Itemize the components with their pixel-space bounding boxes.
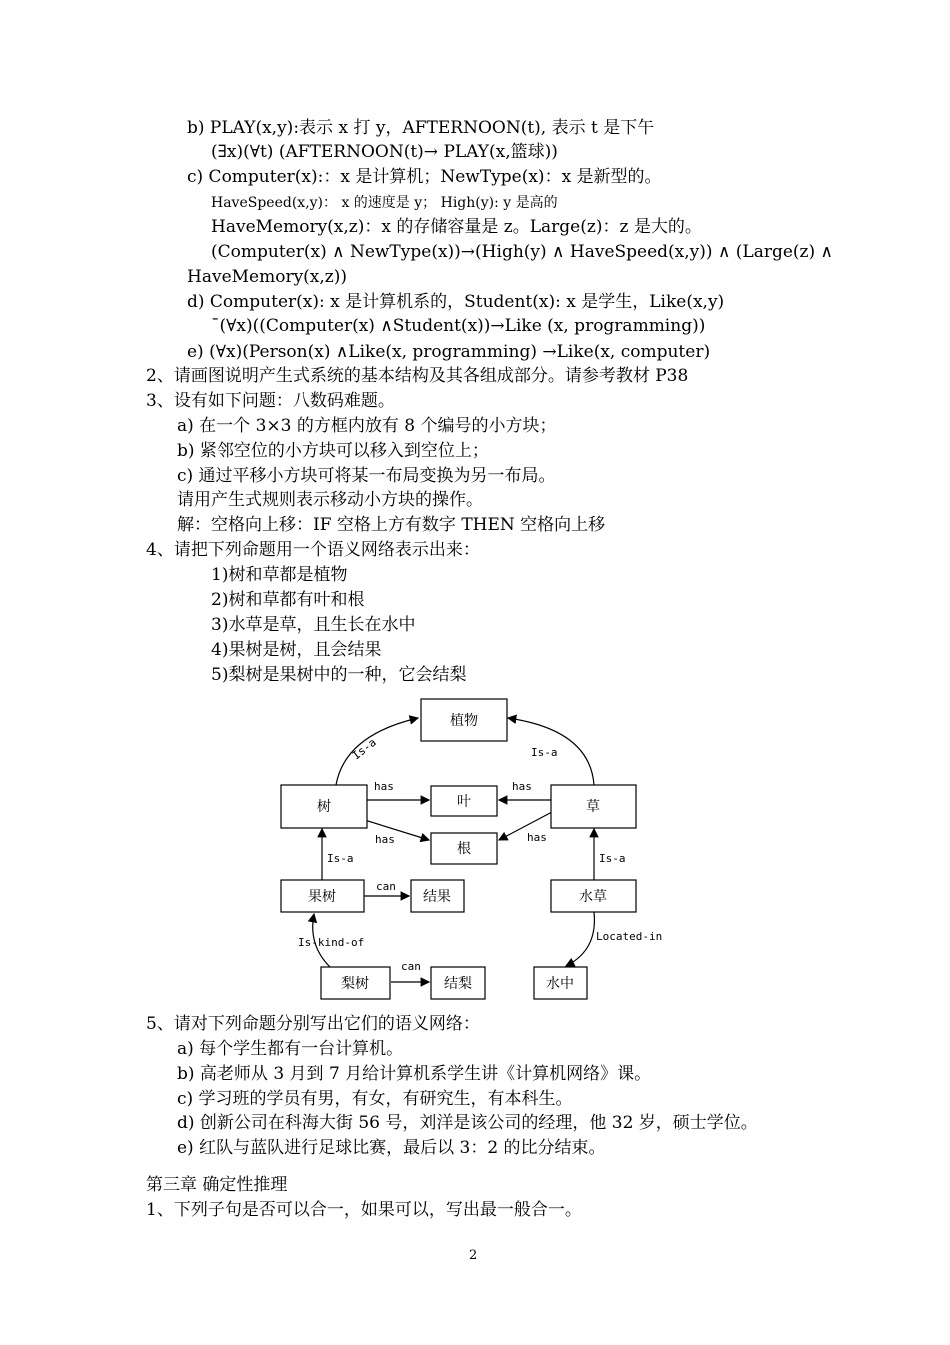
text-line: 4、请把下列命题用一个语义网络表示出来： xyxy=(146,540,480,560)
text-line: 请用产生式规则表示移动小方块的操作。 xyxy=(177,490,483,510)
text-line: b) 紧邻空位的小方块可以移入到空位上； xyxy=(177,441,489,461)
label-can-1: can xyxy=(376,880,396,893)
label-can-2: can xyxy=(401,960,421,973)
text-line: e) (∀x)(Person(x) ∧Like(x, programming) →Like(x, computer) xyxy=(187,342,711,362)
node-plant: 植物 xyxy=(450,713,478,729)
text-line: b) 高老师从 3 月到 7 月给计算机系学生讲《计算机网络》课。 xyxy=(177,1064,652,1084)
text-line: c) 学习班的学员有男，有女，有研究生，有本科生。 xyxy=(177,1089,573,1109)
text-line: HaveSpeed(x,y)： x 的速度是 y； High(y): y 是高的 xyxy=(211,195,558,211)
text-line: d) 创新公司在科海大街 56 号，刘洋是该公司的经理，他 32 岁，硕士学位。 xyxy=(177,1113,758,1133)
node-bear-pear: 结梨 xyxy=(444,976,472,992)
label-isa-grass: Is-a xyxy=(531,746,558,759)
label-kind-of: Is-kind-of xyxy=(298,936,365,949)
node-leaf: 叶 xyxy=(457,794,471,810)
text-line: 2、请画图说明产生式系统的基本结构及其各组成部分。请参考教材 P38 xyxy=(146,366,689,386)
label-isa-tree: Is-a xyxy=(349,735,379,763)
text-line: (Computer(x) ∧ NewType(x))→(High(y) ∧ HaveSpeed(x,y)) ∧ (Large(z) ∧ xyxy=(211,242,833,262)
text-line: 4)果树是树，且会结果 xyxy=(211,640,382,660)
node-grass: 草 xyxy=(586,799,600,815)
label-has-4: has xyxy=(527,831,547,844)
text-line: d) Computer(x): x 是计算机系的，Student(x): x 是学生，Like(x,y) xyxy=(187,292,725,312)
text-line: 3、设有如下问题：八数码难题。 xyxy=(146,391,395,411)
edge-located xyxy=(566,912,594,966)
text-line: HaveMemory(x,z)) xyxy=(187,267,348,287)
semantic-network-diagram xyxy=(260,690,680,1010)
text-line: 解：空格向上移：IF 空格上方有数字 THEN 空格向上移 xyxy=(177,515,606,535)
node-tree: 树 xyxy=(317,799,331,815)
label-has-3: has xyxy=(375,833,395,846)
node-fruit-tree: 果树 xyxy=(308,889,336,905)
text-line: (∃x)(∀t) (AFTERNOON(t)→ PLAY(x,篮球)) xyxy=(211,142,558,162)
text-line: 2)树和草都有叶和根 xyxy=(211,590,365,610)
text-line: e) 红队与蓝队进行足球比赛，最后以 3：2 的比分结束。 xyxy=(177,1138,606,1158)
text-line: a) 在一个 3×3 的方框内放有 8 个编号的小方块； xyxy=(177,416,557,436)
label-has-1: has xyxy=(374,780,394,793)
text-line: c) Computer(x):：x 是计算机；NewType(x)：x 是新型的。 xyxy=(187,167,662,187)
text-line: 1)树和草都是植物 xyxy=(211,565,348,585)
node-water-grass: 水草 xyxy=(579,889,607,905)
text-line: 1、下列子句是否可以合一，如果可以，写出最一般合一。 xyxy=(146,1200,582,1220)
label-isa-water: Is-a xyxy=(599,852,626,865)
text-line: 5)梨树是果树中的一种，它会结梨 xyxy=(211,665,467,685)
edge-isa-tree xyxy=(336,718,418,785)
text-line: c) 通过平移小方块可将某一布局变换为另一布局。 xyxy=(177,466,556,486)
node-pear-tree: 梨树 xyxy=(341,976,369,992)
page-number: 2 xyxy=(469,1248,478,1263)
text-line: 5、请对下列命题分别写出它们的语义网络： xyxy=(146,1014,480,1034)
text-line: ¯(∀x)((Computer(x) ∧Student(x))→Like (x, programming)) xyxy=(211,316,706,336)
node-in-water: 水中 xyxy=(546,976,574,992)
text-line: HaveMemory(x,z)：x 的存储容量是 z。Large(z)：z 是大的。 xyxy=(211,217,702,237)
text-line: 3)水草是草，且生长在水中 xyxy=(211,615,416,635)
node-root: 根 xyxy=(457,841,471,857)
label-located-in: Located-in xyxy=(596,930,663,943)
node-bear-fruit: 结果 xyxy=(423,889,451,905)
label-isa-fruit: Is-a xyxy=(327,852,354,865)
section-heading: 第三章 确定性推理 xyxy=(146,1175,288,1195)
text-line: b) PLAY(x,y):表示 x 打 y，AFTERNOON(t), 表示 t 是下午 xyxy=(187,118,655,138)
label-has-2: has xyxy=(512,780,532,793)
text-line: a) 每个学生都有一台计算机。 xyxy=(177,1039,404,1059)
